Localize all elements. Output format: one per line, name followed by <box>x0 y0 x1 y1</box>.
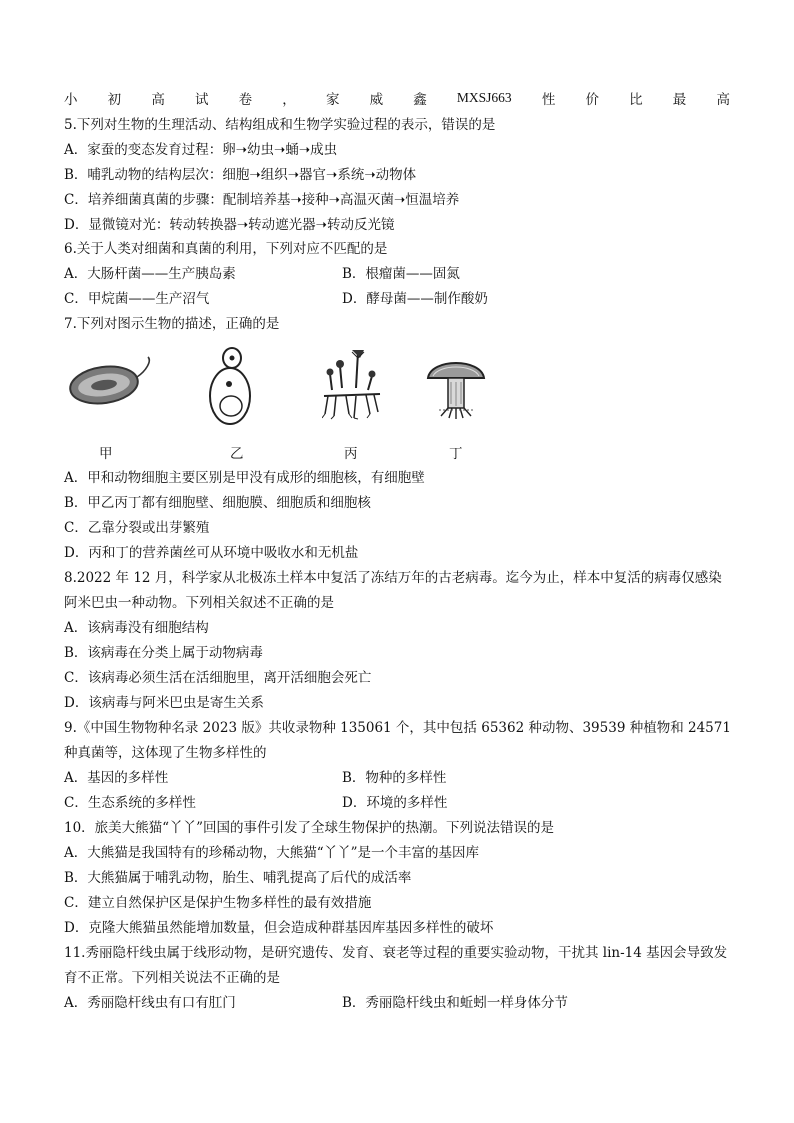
q5-option-d: D．显微镜对光：转动转换器➝转动遮光器➝转动反光镜 <box>64 217 395 233</box>
q5-option-b: B．哺乳动物的结构层次：细胞➝组织➝器官➝系统➝动物体 <box>64 167 417 183</box>
q11-option-b: B．秀丽隐杆线虫和蚯蚓一样身体分节 <box>342 995 568 1011</box>
header-char: 鑫 <box>413 92 427 108</box>
q7-option-b: B．甲乙丙丁都有细胞壁、细胞膜、细胞质和细胞核 <box>64 495 371 511</box>
q6-option-c: C．甲烷菌——生产沼气 <box>64 291 210 307</box>
header-char: 性 <box>541 92 556 108</box>
figure-label-jia: 甲 <box>99 446 113 462</box>
header-char: 比 <box>629 92 643 108</box>
header-code: MXSJ663 <box>456 90 512 105</box>
header-char: 家 <box>325 92 340 108</box>
header-char: 小 <box>64 92 78 108</box>
q6-option-a: A．大肠杆菌——生产胰岛素 <box>64 266 236 282</box>
bacterium-figure <box>64 355 164 419</box>
header-char: 试 <box>194 92 209 108</box>
q9-option-d: D．环境的多样性 <box>342 795 448 811</box>
q8-option-c: C．该病毒必须生活在活细胞里，离开活细胞会死亡 <box>64 670 372 686</box>
q9-stem: 9.《中国生物物种名录 2023 版》共收录物种 135061 个，其中包括 65362 种动物、39539 种植物和 24571 种真菌等，这体现了生物多样性的 <box>64 720 731 761</box>
figure-label-yi: 乙 <box>230 446 244 462</box>
q6-option-b: B．根瘤菌——固氮 <box>342 266 460 282</box>
header-char: 高 <box>151 92 165 108</box>
figure-label-bing: 丙 <box>344 446 358 462</box>
header-char: 高 <box>716 92 730 108</box>
q8-stem: 8.2022 年 12 月，科学家从北极冻土样本中复活了冻结万年的古老病毒。迄今为止，样本中复活的病毒仅感染阿米巴虫一种动物。下列相关叙述不正确的是 <box>64 570 722 611</box>
header-char: 初 <box>107 92 122 108</box>
q10-option-d: D．克隆大熊猫虽然能增加数量，但会造成种群基因库基因多样性的破坏 <box>64 920 494 936</box>
header-char: 最 <box>672 92 687 108</box>
q9-option-c: C．生态系统的多样性 <box>64 795 196 811</box>
mushroom-figure <box>425 352 487 424</box>
q11-stem: 11.秀丽隐杆线虫属于线形动物，是研究遗传、发育、衰老等过程的重要实验动物，干扰其 lin-14 基因会导致发育不正常。下列相关说法不正确的是 <box>64 945 728 986</box>
q9-option-a: A．基因的多样性 <box>64 770 169 786</box>
q10-option-b: B．大熊猫属于哺乳动物，胎生、哺乳提高了后代的成活率 <box>64 870 412 886</box>
header-char: 价 <box>585 92 599 108</box>
q5-stem: 5.下列对生物的生理活动、结构组成和生物学实验过程的表示，错误的是 <box>64 117 496 133</box>
q10-option-c: C．建立自然保护区是保护生物多样性的最有效措施 <box>64 895 372 911</box>
mold-figure <box>322 348 382 424</box>
q5-option-c: C．培养细菌真菌的步骤：配制培养基➝接种➝高温灭菌➝恒温培养 <box>64 192 460 208</box>
q6-option-d: D．酵母菌——制作酸奶 <box>342 291 488 307</box>
q7-option-a: A．甲和动物细胞主要区别是甲没有成形的细胞核，有细胞壁 <box>64 470 425 486</box>
header-char: 威 <box>369 92 384 108</box>
q8-option-d: D．该病毒与阿米巴虫是寄生关系 <box>64 695 264 711</box>
q7-stem: 7.下列对图示生物的描述，正确的是 <box>64 316 280 332</box>
q5-option-a: A．家蚕的变态发育过程：卵➝幼虫➝蛹➝成虫 <box>64 142 338 158</box>
q8-option-b: B．该病毒在分类上属于动物病毒 <box>64 645 263 661</box>
header-char: 卷 <box>238 92 253 108</box>
q9-option-b: B．物种的多样性 <box>342 770 447 786</box>
q11-option-a: A．秀丽隐杆线虫有口有肛门 <box>64 995 236 1011</box>
q7-option-c: C．乙靠分裂或出芽繁殖 <box>64 520 210 536</box>
figure-label-ding: 丁 <box>449 446 463 462</box>
q10-stem: 10．旅美大熊猫“丫丫”回国的事件引发了全球生物保护的热潮。下列说法错误的是 <box>64 820 554 836</box>
q8-option-a: A．该病毒没有细胞结构 <box>64 620 209 636</box>
yeast-figure <box>205 346 255 432</box>
page-header <box>64 88 730 108</box>
q7-option-d: D．丙和丁的营养菌丝可从环境中吸收水和无机盐 <box>64 545 359 561</box>
q10-option-a: A．大熊猫是我国特有的珍稀动物，大熊猫“丫丫”是一个丰富的基因库 <box>64 845 480 861</box>
q6-stem: 6.关于人类对细菌和真菌的利用，下列对应不匹配的是 <box>64 241 388 257</box>
header-char: ， <box>282 92 296 108</box>
